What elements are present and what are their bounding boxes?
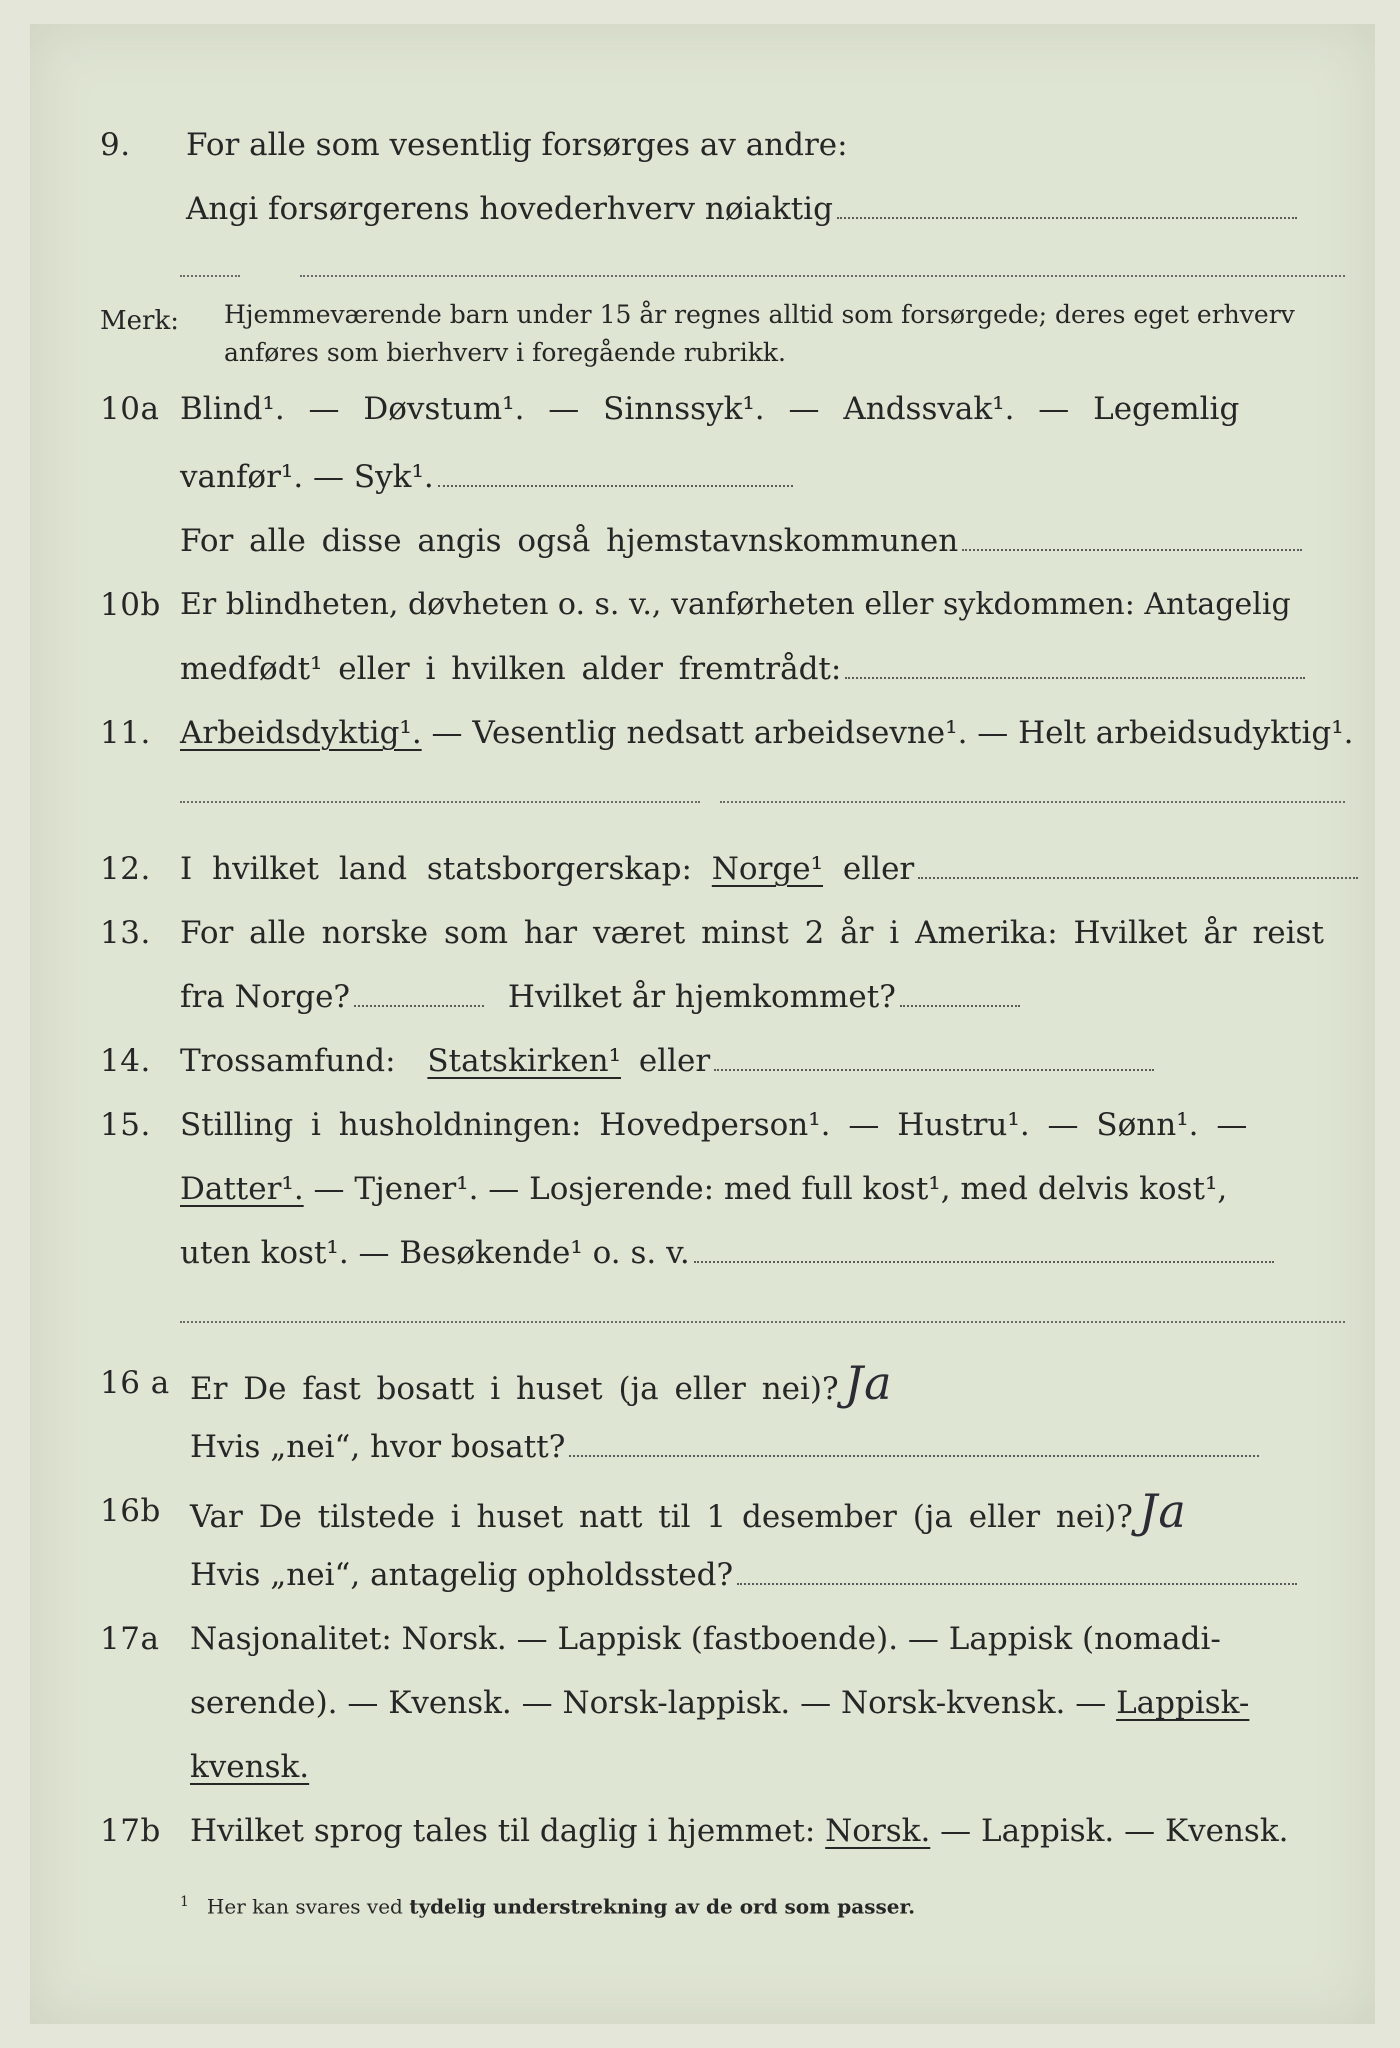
- question-number: 16b: [100, 1493, 161, 1529]
- question-number: 17a: [100, 1621, 160, 1657]
- merk-note: [30, 296, 1375, 376]
- answer-field[interactable]: [180, 274, 240, 277]
- question-text: Hvis „nei“, antagelig opholdssted?: [190, 1557, 734, 1593]
- question-16a-line2: [30, 1422, 1375, 1472]
- question-10a-line1: [30, 384, 1375, 434]
- answer-field[interactable]: [714, 1068, 1154, 1071]
- question-text: Nasjonalitet: Norsk. — Lappisk (fastboende). — Lappisk (nomadi-: [190, 1621, 1221, 1657]
- question-17a-line2: [30, 1678, 1375, 1728]
- question-number: 11.: [100, 715, 151, 751]
- question-15-line1: [30, 1100, 1375, 1150]
- question-14: [30, 1036, 1375, 1086]
- question-text: Blind¹. — Døvstum¹. — Sinnssyk¹. — Andssvak¹. — Legemlig: [180, 391, 1240, 427]
- selected-option[interactable]: Statskirken¹: [427, 1043, 621, 1079]
- question-text: medfødt¹ eller i hvilken alder fremtrådt:: [180, 651, 842, 687]
- question-text: For alle norske som har været minst 2 år i Amerika: Hvilket år reist: [180, 915, 1324, 951]
- merk-label: Merk:: [100, 306, 179, 336]
- selected-option[interactable]: Norge¹: [711, 851, 824, 887]
- census-form-page: [30, 24, 1375, 2024]
- question-15-line2: [30, 1164, 1375, 1214]
- question-text: Er De fast bosatt i huset (ja eller nei)?: [190, 1371, 839, 1407]
- question-text: — Lappisk. — Kvensk.: [940, 1813, 1289, 1849]
- answer-field[interactable]: [837, 216, 1297, 219]
- selected-option[interactable]: Datter¹.: [180, 1171, 304, 1207]
- answer-field[interactable]: [569, 1454, 1259, 1457]
- question-text: fra Norge?: [180, 979, 351, 1015]
- footnote-text: Her kan svares ved: [206, 1894, 410, 1919]
- question-15-line3: [30, 1228, 1375, 1278]
- answer-field[interactable]: [900, 1004, 1020, 1007]
- question-text: — Vesentlig nedsatt arbeidsevne¹. — Helt arbeidsudyktig¹.: [421, 715, 1354, 751]
- question-text: Stilling i husholdningen: Hovedperson¹. — Hustru¹. — Sønn¹. —: [180, 1107, 1248, 1143]
- question-text: Trossamfund:: [180, 1043, 396, 1079]
- question-text: eller: [638, 1043, 711, 1079]
- selected-option[interactable]: Lappisk-: [1116, 1685, 1250, 1721]
- selected-option[interactable]: Arbeidsdyktig¹.: [180, 715, 422, 751]
- question-text: Er blindheten, døvheten o. s. v., vanførheten eller sykdommen: Antagelig: [180, 587, 1291, 622]
- question-10b-line1: [30, 580, 1375, 630]
- answer-field[interactable]: [694, 1260, 1274, 1263]
- question-11: [30, 708, 1375, 758]
- question-text: Hvilket sprog tales til daglig i hjemmet:: [190, 1813, 816, 1849]
- answer-field[interactable]: [438, 484, 793, 487]
- question-number: 12.: [100, 851, 151, 887]
- footnote-bold-text: tydelig understrekning av de ord som passer.: [409, 1894, 916, 1919]
- question-text: Angi forsørgerens hovederhverv nøiaktig: [186, 191, 833, 227]
- question-16b-line1: [30, 1486, 1375, 1536]
- question-text: I hvilket land statsborgerskap:: [180, 851, 692, 887]
- question-text: For alle disse angis også hjemstavnskommunen: [180, 523, 959, 559]
- question-text: eller: [842, 851, 915, 887]
- question-text: uten kost¹. — Besøkende¹ o. s. v.: [180, 1235, 690, 1271]
- answer-field[interactable]: [720, 800, 1345, 803]
- question-16a-line1: [30, 1358, 1375, 1408]
- question-10b-line2: [30, 644, 1375, 694]
- answer-field[interactable]: [180, 800, 700, 803]
- question-17b: [30, 1806, 1375, 1856]
- question-text: — Tjener¹. — Losjerende: med full kost¹, med delvis kost¹,: [303, 1171, 1228, 1207]
- question-13-line1: [30, 908, 1375, 958]
- question-number: 9.: [100, 127, 131, 163]
- question-9-line2: [30, 184, 1375, 234]
- question-text: serende). — Kvensk. — Norsk-lappisk. — Norsk-kvensk. —: [190, 1685, 1107, 1721]
- selected-option[interactable]: Norsk.: [825, 1813, 931, 1849]
- footnote-mark: 1: [180, 1894, 189, 1910]
- question-number: 15.: [100, 1107, 151, 1143]
- question-number: 17b: [100, 1813, 161, 1849]
- selected-option[interactable]: kvensk.: [190, 1749, 310, 1785]
- question-text: Hvis „nei“, hvor bosatt?: [190, 1429, 566, 1465]
- question-number: 10a: [100, 391, 160, 427]
- question-number: 16 a: [100, 1365, 170, 1401]
- question-16b-line2: [30, 1550, 1375, 1600]
- question-9-line1: [30, 120, 1375, 170]
- answer-field[interactable]: [845, 676, 1305, 679]
- question-text: For alle som vesentlig forsørges av andre:: [186, 127, 848, 163]
- question-10a-line2: [30, 452, 1375, 502]
- question-17a-line1: [30, 1614, 1375, 1664]
- answer-field[interactable]: [737, 1582, 1297, 1585]
- question-text: Hvilket år hjemkommet?: [507, 979, 896, 1015]
- question-10a-line3: [30, 516, 1375, 566]
- answer-field[interactable]: [180, 1320, 1345, 1323]
- answer-field[interactable]: [300, 274, 1345, 277]
- question-number: 13.: [100, 915, 151, 951]
- footnote: [180, 1894, 915, 1919]
- handwritten-answer[interactable]: Ja: [1138, 1484, 1187, 1538]
- question-13-line2: [30, 972, 1375, 1022]
- handwritten-answer[interactable]: Ja: [844, 1356, 893, 1410]
- question-text: vanfør¹. — Syk¹.: [180, 459, 434, 495]
- question-number: 10b: [100, 587, 161, 623]
- answer-field[interactable]: [962, 548, 1302, 551]
- answer-field[interactable]: [354, 1004, 484, 1007]
- question-number: 14.: [100, 1043, 151, 1079]
- merk-text: Hjemmeværende barn under 15 år regnes alltid som forsørgede; deres eget erhverv anføres som bierhverv i foregående rubrikk.: [224, 300, 1295, 367]
- answer-field[interactable]: [918, 876, 1358, 879]
- question-text: Var De tilstede i huset natt til 1 desember (ja eller nei)?: [190, 1499, 1133, 1535]
- question-12: [30, 844, 1375, 894]
- question-17a-line3: [30, 1742, 1375, 1792]
